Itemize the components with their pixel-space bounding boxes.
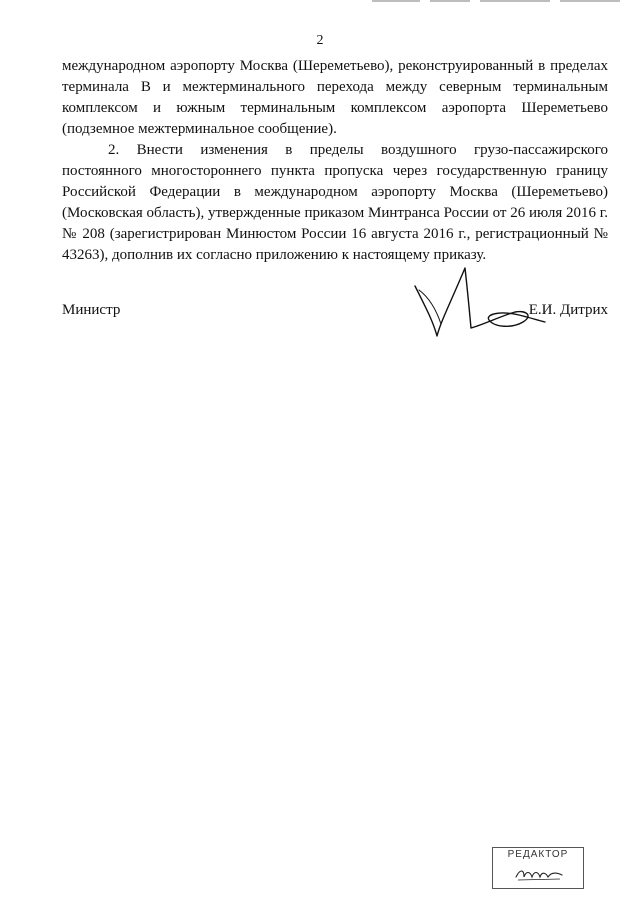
paragraph-continuation: международном аэропорту Москва (Шереметьево), реконструированный в пределах терминала В и межтерминального перехода между северным терминальным комплексом и южным терминальным комплексом аэропорта Шереметьево (подземное межтерминальное сообщение). (62, 58, 608, 137)
scan-artifact (372, 0, 420, 2)
paragraph-item-2: 2. Внести изменения в пределы воздушного грузо-пассажирского постоянного многостороннего пункта пропуска через государственную границу Российской Федерации в международном аэропорту Москва (Шереметьево) (Московская область), утвержденные приказом Минтранса России от 26 июля 2016 г. № 208 (зарегистрирован Минюстом России 16 августа 2016 г., регистрационный № 43263), дополнив их согласно приложению к настоящему приказу. (62, 142, 608, 263)
scan-artifact (430, 0, 470, 2)
handwritten-signature (405, 266, 555, 346)
document-body (62, 56, 608, 266)
signer-position: Министр (62, 302, 121, 318)
stamp-initials-signature (514, 865, 564, 883)
signer-name: Е.И. Дитрих (528, 302, 608, 318)
scan-artifact (560, 0, 620, 2)
scan-artifact (480, 0, 550, 2)
page-number: 2 (316, 33, 324, 48)
editor-stamp (492, 847, 584, 889)
stamp-label: РЕДАКТОР (507, 849, 569, 860)
